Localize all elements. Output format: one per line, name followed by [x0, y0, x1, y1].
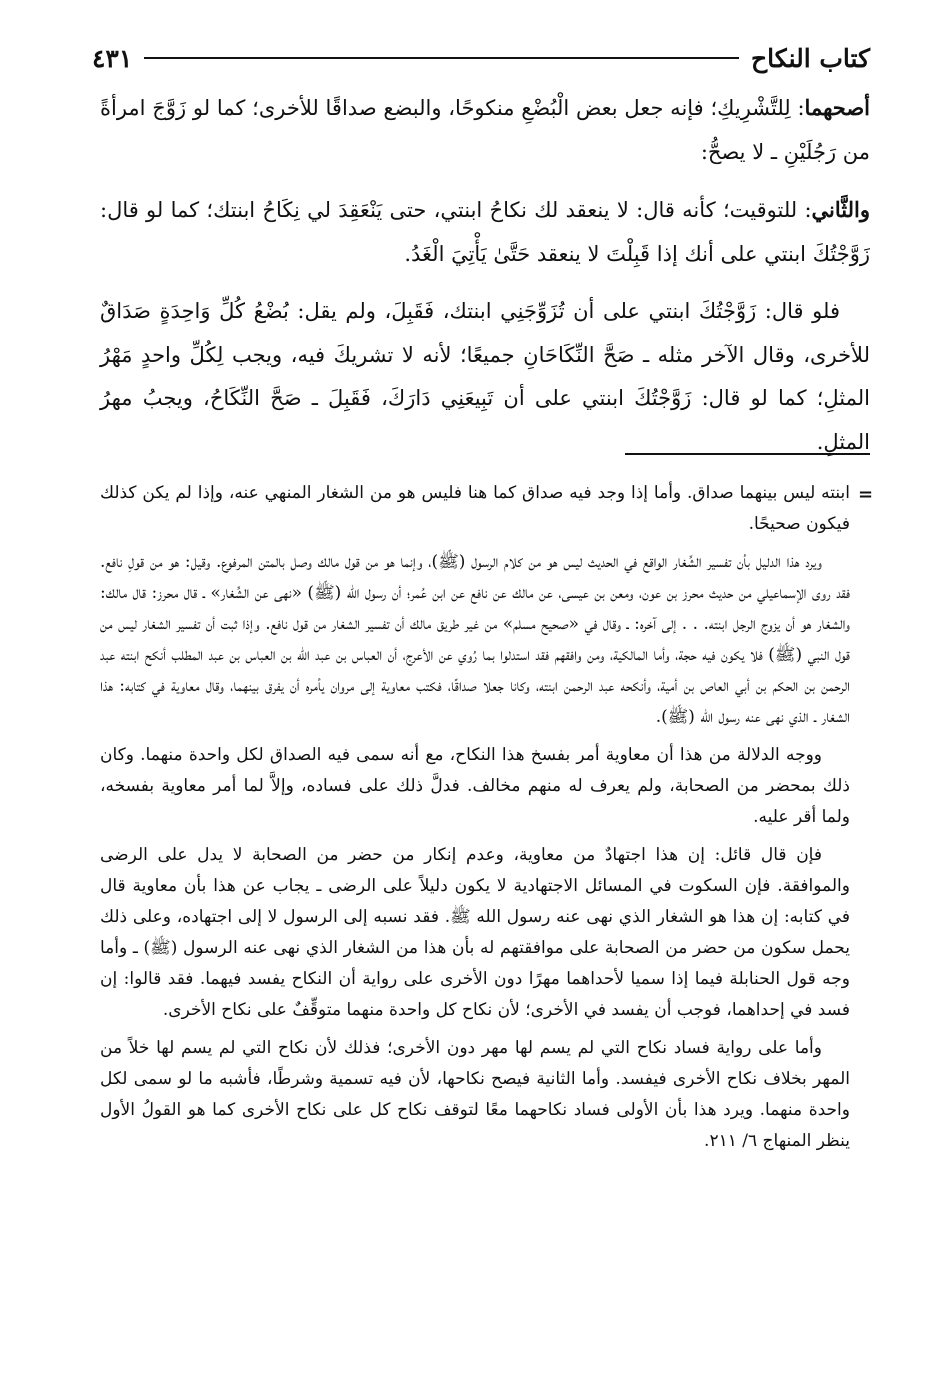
footnotes	[100, 478, 850, 1164]
paragraph-first-opinion	[100, 86, 870, 174]
footnote-paragraph: ووجه الدلالة من هذا أن معاوية أمر بفسخ هذا النكاح، مع أنه سمى فيه الصداق لكل واحدة منهما. وكان ذلك بمحضر من الصحابة، ولم يعرف له منهم مخالف. فدلَّ ذلك على فساده، وإلاَّ لما أمر معاوية بفسخه، ولما أقر عليه.	[100, 745, 850, 827]
running-header	[92, 38, 870, 78]
chapter-title: كتاب النكاح	[751, 43, 870, 73]
footnote-continuation-mark: =	[858, 484, 874, 505]
lead-word: والثَّاني	[811, 197, 870, 222]
lead-word: أصحهما	[804, 95, 870, 120]
paragraph-second-opinion	[100, 188, 870, 276]
paragraph-text: : للتوقيت؛ كأنه قال: لا ينعقد لك نكاحُ ابنتي، حتى يَنْعَقِدَ لي نِكَاحُ ابنتك؛ كما لو قال: زَوَّجْتُكَ ابنتي على أنك إذا قَبِلْتَ لا ينعقد حَتَّىٰ يَأْتِيَ الْغَدُ.	[100, 198, 870, 266]
footnote-paragraph: وأما على رواية فساد نكاح التي لم يسم لها مهر دون الأخرى؛ فذلك لأن نكاح التي لم يسم لها خلاً من المهر بخلاف نكاح الأخرى فيفسد. وأما الثانية فيصح نكاحها، لأن فيه تسمية وشرطًا، فأشبه ما لو سمى لكل واحدة منهما. ويرد هذا بأن الأولى فساد نكاحهما معًا لتوقف نكاح كل على نكاح الأخرى كما هو القولُ الأول ينظر المنهاج ٦/ ٢١١.	[100, 1038, 850, 1151]
header-rule	[144, 57, 739, 59]
main-text	[100, 86, 870, 478]
page-number: ٤٣١	[92, 43, 133, 73]
footnote-separator	[625, 453, 870, 455]
paragraph-text: : لِلتَّشْرِيكِ؛ فإنه جعل بعض الْبُضْعِ منكوحًا، والبضع صداقًا للأخرى؛ كما لو زَوَّجَ امرأةً من رَجُلَيْنِ ـ لا يصحُّ:	[100, 96, 870, 164]
footnote-paragraph: ويرد هذا الدليل بأن تفسير الشِّغار الواقع في الحديث ليس هو من كلام الرسول (ﷺ)، وإنما هو من قول مالك وصل بالمتن المرفوع. وقيل: هو من قولِ نافع. فقد روى الإسماعيلي من حديث محرز بن عون، ومعن بن عيسى، عن مالك عن نافع عن ابن عُمر؛ أن رسول الله (ﷺ) «نهى عن الشِّغار» ـ قال محرز: قال مالك: والشغار هو أن يزوج الرجل ابنته. . . إلى آخره: ـ وقال في «صحيح مسلم» من غير طريق مالك أن تفسير الشغار من قول نافع. وإذا ثبت أن تفسير الشغار ليس من قول النبي (ﷺ) فلا يكون فيه حجة، وأما المالكية، ومن وافقهم فقد استدلوا بما رُوي عن الأعرج، أن العباس بن عبد الله بن العباس بن عبد المطلب أنكح ابنته عبد الرحمن بن الحكم بن أبي العاص بن أمية، وأنكحه عبد الرحمن ابنته، وكانا جعلا صداقًا، فكتب معاوية إلى مروان يأمره أن يفرق بينهما، وقال معاوية في كتابه: هذا الشغار ـ الذي نهى عنه رسول الله (ﷺ).	[100, 552, 850, 727]
footnote-paragraph: ابنته ليس بينهما صداق. وأما إذا وجد فيه صداق كما هنا فليس هو من الشغار المنهي عنه، وإذا لم يكن كذلك فيكون صحيحًا.	[100, 483, 850, 534]
footnote-paragraph: فإن قال قائل: إن هذا اجتهادٌ من معاوية، وعدم إنكار من حضر من الصحابة لا يدل على الرضى والموافقة. فإن السكوت في المسائل الاجتهادية لا يكون دليلاً على الرضى ـ يجاب عن هذا بأن معاوية قال في كتابه: إن هذا هو الشغار الذي نهى عنه رسول الله ﷺ. فقد نسبه إلى الرسول لا إلى اجتهاده، وعلى ذلك يحمل سكون من حضر من الصحابة على موافقتهم له بأن هذا من الشغار الذي نهى عنه الرسول (ﷺ) ـ وأما وجه قول الحنابلة فيما إذا سميا لأحداهما مهرًا دون الأخرى على رواية أن النكاح يفسد فيهما. فقد قالوا: إن فسد في إحداهما، فوجب أن يفسد في الأخرى؛ لأن نكاح كل واحدة منهما متوقِّفٌ على نكاح الأخرى.	[100, 845, 850, 1020]
paragraph-ruling: فلو قال: زَوَّجْتُكَ ابنتي على أن تُزَوِّجَنِي ابنتك، فَقَبِلَ، ولم يقل: بُضْعُ كُلِّ وَاحِدَةٍ صَدَاقٌ للأخرى، وقال الآخر مثله ـ صَحَّ النِّكَاحَانِ جميعًا؛ لأنه لا تشريكَ فيه، ويجب لِكُلِّ واحدٍ مَهْرُ المثلِ؛ كما لو قال: زَوَّجْتُكَ ابنتي على أن تَبِيعَنِي دَارَكَ، فَقَبِلَ ـ صَحَّ النِّكَاحُ، ويجبُ مهرُ المثلِ.	[100, 299, 870, 454]
